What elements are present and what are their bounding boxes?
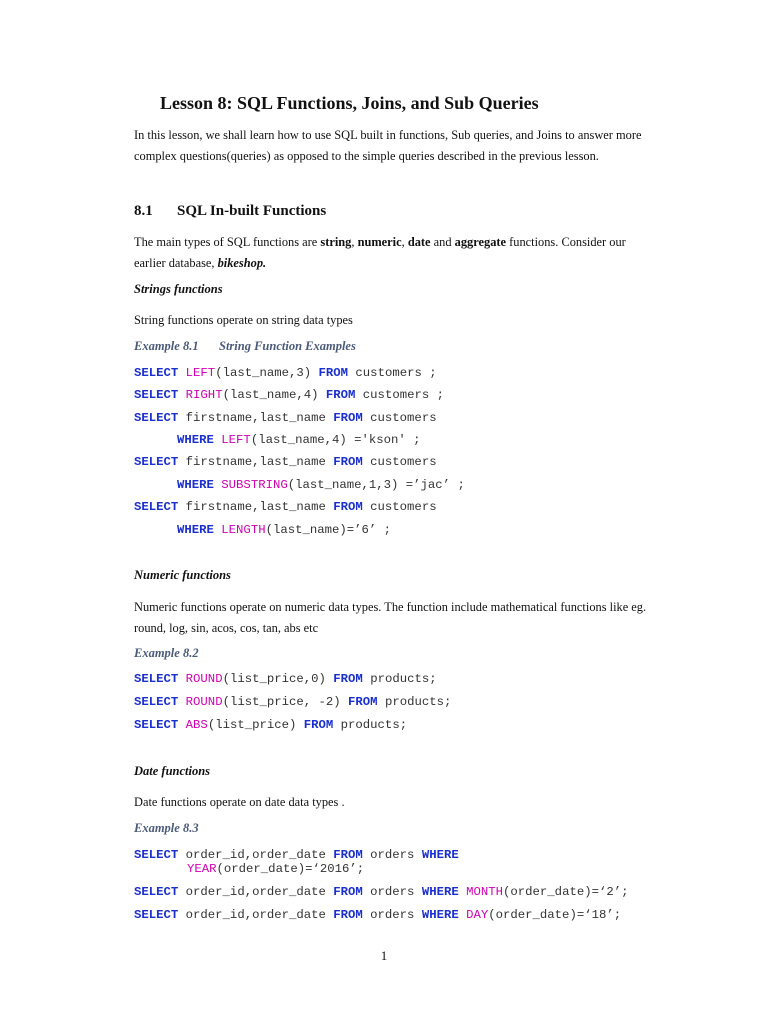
code-line: SELECT ROUND(list_price,0) FROM products; xyxy=(134,672,437,686)
code-line: SELECT order_id,order_date FROM orders WHERE MONTH(order_date)=‘2’; xyxy=(134,885,629,899)
lesson-title: Lesson 8: SQL Functions, Joins, and Sub Queries xyxy=(160,93,539,113)
date-description: Date functions operate on date data types . xyxy=(134,795,345,809)
overview-and: and xyxy=(430,235,455,249)
code-line: SELECT firstname,last_name FROM customers xyxy=(134,455,437,469)
intro-paragraph: In this lesson, we shall learn how to use SQL built in functions, Sub queries, and Joins to answer more complex questions(queries) as opposed to the simple queries described in the previous lesson. xyxy=(134,128,642,163)
code-line: SELECT RIGHT(last_name,4) FROM customers ; xyxy=(134,388,444,402)
section-title: SQL In-built Functions xyxy=(177,203,327,219)
overview-text-2: functions. Consider our earlier database, xyxy=(134,235,626,270)
overview-sep-2: , xyxy=(401,235,408,249)
code-line: WHERE LENGTH(last_name)=’6’ ; xyxy=(177,523,392,537)
overview-text-1: The main types of SQL functions are xyxy=(134,235,321,249)
code-line: SELECT ABS(list_price) FROM products; xyxy=(134,718,408,732)
term-string: string xyxy=(320,235,352,249)
example-8-2-label: Example 8.2 xyxy=(134,646,199,660)
code-line: SELECT order_id,order_date FROM orders WHERE DAY(order_date)=‘18’; xyxy=(134,908,622,922)
example-8-1-label: Example 8.1 xyxy=(134,339,199,353)
term-numeric: numeric xyxy=(357,235,402,249)
overview-paragraph xyxy=(134,232,652,274)
example-8-3-label: Example 8.3 xyxy=(134,821,199,835)
code-line: SELECT firstname,last_name FROM customers xyxy=(134,500,437,514)
code-line: SELECT order_id,order_date FROM orders WHERE xyxy=(134,848,459,862)
term-aggregate: aggregate xyxy=(454,235,507,249)
example-8-1-caption: String Function Examples xyxy=(219,339,356,353)
numeric-description: Numeric functions operate on numeric data types. The function include mathematical functions like eg. round, log, sin, acos, cos, tan, abs etc xyxy=(134,600,647,635)
term-date: date xyxy=(407,235,431,249)
overview-sep-1: , xyxy=(351,235,358,249)
code-line: YEAR(order_date)=‘2016’; xyxy=(187,862,365,876)
code-line: WHERE SUBSTRING(last_name,1,3) =’jac’ ; xyxy=(177,478,465,492)
code-line: SELECT firstname,last_name FROM customers xyxy=(134,411,437,425)
page-number: 1 xyxy=(380,948,388,963)
code-line: SELECT ROUND(list_price, -2) FROM products; xyxy=(134,695,452,709)
date-heading: Date functions xyxy=(134,764,211,778)
strings-heading: Strings functions xyxy=(134,282,223,296)
code-line: WHERE LEFT(last_name,4) ='kson' ; xyxy=(177,433,421,447)
database-name: bikeshop. xyxy=(217,256,267,270)
strings-description: String functions operate on string data types xyxy=(134,313,353,327)
numeric-heading: Numeric functions xyxy=(134,568,231,582)
code-line: SELECT LEFT(last_name,3) FROM customers ; xyxy=(134,366,437,380)
section-number: 8.1 xyxy=(134,203,153,219)
